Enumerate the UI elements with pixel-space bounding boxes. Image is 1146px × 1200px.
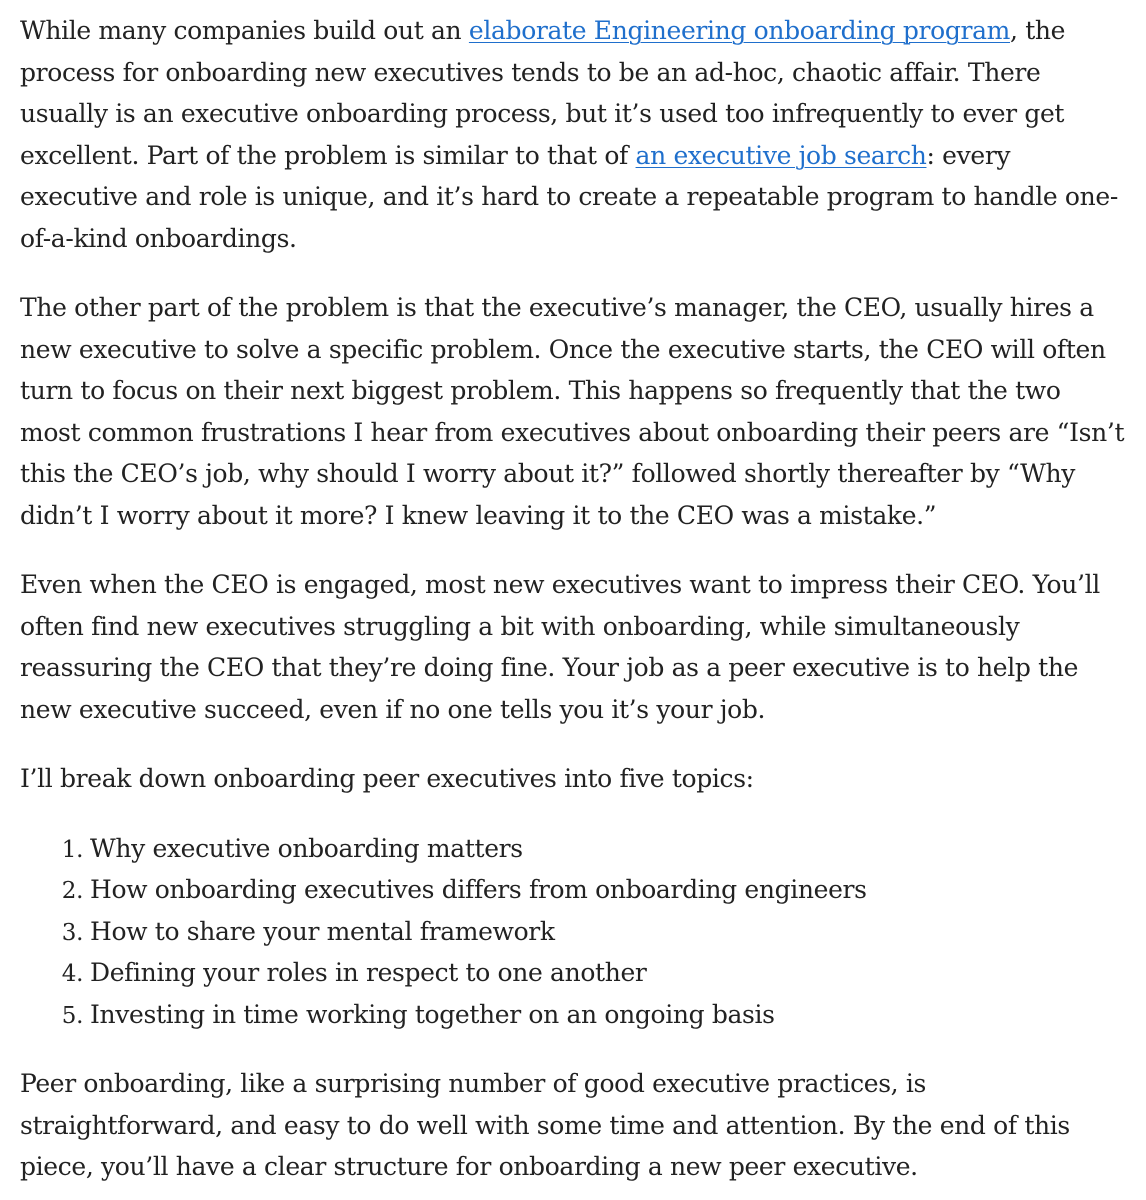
topic-item: 2. How onboarding executives differs from onboarding engineers [90,869,1126,911]
topic-item: 1. Why executive onboarding matters [90,828,1126,870]
paragraph-impress-ceo: Even when the CEO is engaged, most new executives want to impress their CEO. You’ll often find new executives struggling a bit with onboarding, while simultaneously reassuring the CEO that they’re doing fine. Your job as a peer executive is to help the new executive succeed, even if no one tells you it’s your job. [20,570,1100,724]
paragraph-closing: Peer onboarding, like a surprising number of good executive practices, is straightforward, and easy to do well with some time and attention. By the end of this piece, you’ll have a clear structure for onboarding a new peer executive. [20,1069,1070,1181]
topic-item: 3. How to share your mental framework [90,911,1126,953]
intro-text-end: : every executive and role is unique, and it’s hard to create a repeatable program to handle one-of-a-kind onboardings. [20,140,1118,253]
topic-item: 4. Defining your roles in respect to one another [90,952,1126,994]
intro-text-middle: , the process for onboarding new executives tends to be an ad-hoc, chaotic affair. There usually is an executive onboarding process, but it’s used too infrequently to ever get excellent. Part of the problem is similar to that of [20,16,1066,170]
intro-text-start: While many companies build out an [20,16,469,45]
link-engineering-onboarding-program[interactable]: elaborate Engineering onboarding program [468,16,1011,45]
link-executive-job-search[interactable]: an executive job search [635,140,927,170]
paragraph-intro [20,10,1126,259]
paragraph-topics-intro: I’ll break down onboarding peer executives into five topics: [20,764,754,793]
topic-item: 5. Investing in time working together on an ongoing basis [90,994,1126,1036]
topics-list [20,828,1126,1036]
paragraph-ceo-problem: The other part of the problem is that the executive’s manager, the CEO, usually hires a new executive to solve a specific problem. Once the executive starts, the CEO will often turn to focus on their next biggest problem. This happens so frequently that the two most common frustrations I hear from executives about onboarding their peers are “Isn’t this the CEO’s job, why should I worry about it?” followed shortly thereafter by “Why didn’t I worry about it more? I knew leaving it to the CEO was a mistake.” [20,293,1125,530]
